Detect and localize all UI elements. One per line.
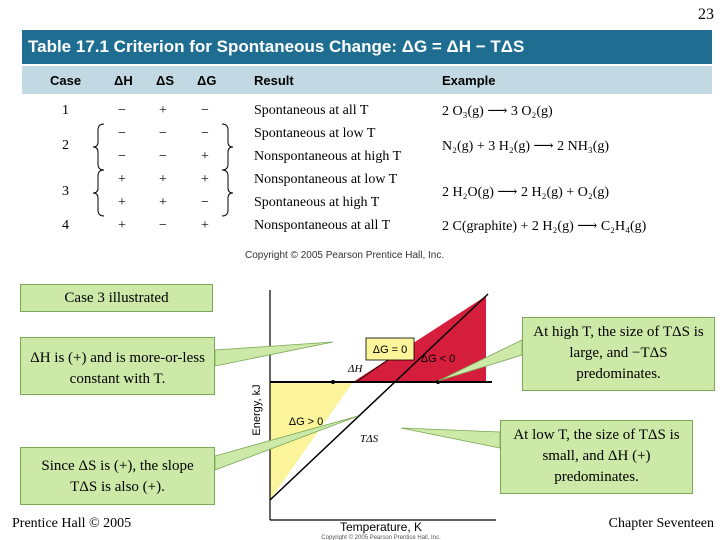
table-row-ds: +	[159, 195, 167, 210]
header-result: Result	[254, 73, 294, 88]
table-row-dg: +	[201, 218, 209, 233]
table-row-result: Spontaneous at high T	[254, 195, 380, 210]
table-row-example: 2 H₂O(g) ⟶ 2 H₂(g) + O₂(g)	[442, 185, 610, 200]
dg-zero-label: ΔG = 0	[372, 344, 408, 356]
dh-constant-callout: ΔH is (+) and is more-or-less constant with T.	[20, 337, 215, 395]
table-row-dh: +	[118, 195, 126, 210]
table-row-case: 2	[62, 138, 69, 153]
table-row-case: 3	[62, 184, 69, 199]
table-row-dg: +	[201, 149, 209, 164]
table-row-dg: +	[201, 172, 209, 187]
table-row-ds: +	[159, 172, 167, 187]
graph-copyright: Copyright © 2005 Pearson Prentice Hall, Inc.	[321, 535, 441, 540]
x-axis-label: Temperature, K	[339, 520, 423, 534]
table-row-example: 2 C(graphite) + 2 H₂(g) ⟶ C₂H₄(g)	[442, 219, 647, 234]
dg-neg-label: ΔG < 0	[420, 353, 456, 365]
table-title: Table 17.1 Criterion for Spontaneous Change: ΔG = ΔH − TΔS	[22, 30, 712, 64]
table-row-ds: +	[159, 103, 167, 118]
slope-callout: Since ΔS is (+), the slope TΔS is also (+).	[20, 447, 215, 505]
footer-publisher: Prentice Hall © 2005	[12, 516, 132, 531]
table-row-ds: −	[159, 126, 167, 141]
table-row-ds: −	[159, 218, 167, 233]
table-row-result: Nonspontaneous at all T	[254, 218, 391, 233]
table-row-dh: −	[118, 103, 126, 118]
header-case: Case	[50, 73, 82, 88]
table-row-dh: +	[118, 218, 126, 233]
table-row-example: 2 O₃(g) ⟶ 3 O₂(g)	[442, 104, 553, 119]
table-row-dh: −	[118, 149, 126, 164]
table-row-result: Nonspontaneous at low T	[254, 172, 398, 187]
high-t-callout: At high T, the size of TΔS is large, and −TΔS predominates.	[522, 317, 715, 391]
header-dh: ΔH	[114, 73, 133, 88]
dg-pos-label: ΔG > 0	[288, 416, 324, 428]
table-row-result: Spontaneous at low T	[254, 126, 376, 141]
table-row-ds: −	[159, 149, 167, 164]
header-dg: ΔG	[197, 73, 217, 88]
table-row-dh: +	[118, 172, 126, 187]
y-axis-label: Energy, kJ	[251, 384, 263, 436]
table-copyright: Copyright © 2005 Pearson Prentice Hall, Inc.	[245, 250, 445, 261]
header-ds: ΔS	[156, 73, 175, 88]
table-row-dh: −	[118, 126, 126, 141]
footer-chapter: Chapter Seventeen	[608, 516, 714, 531]
table-row-dg: −	[201, 103, 209, 118]
tds-label: TΔS	[360, 433, 379, 445]
table-row-result: Nonspontaneous at high T	[254, 149, 402, 164]
header-example: Example	[442, 73, 496, 88]
table-row-example: N₂(g) + 3 H₂(g) ⟶ 2 NH₃(g)	[442, 139, 610, 154]
table-row-case: 4	[62, 218, 69, 233]
case-3-callout: Case 3 illustrated	[20, 284, 213, 312]
table-row-dg: −	[201, 126, 209, 141]
dh-label: ΔH	[348, 363, 363, 375]
table-row-result: Spontaneous at all T	[254, 103, 369, 118]
slide-number: 23	[698, 6, 714, 23]
table-row-case: 1	[62, 103, 69, 118]
low-t-callout: At low T, the size of TΔS is small, and ΔH (+) predominates.	[500, 420, 693, 494]
table-row-dg: −	[201, 195, 209, 210]
